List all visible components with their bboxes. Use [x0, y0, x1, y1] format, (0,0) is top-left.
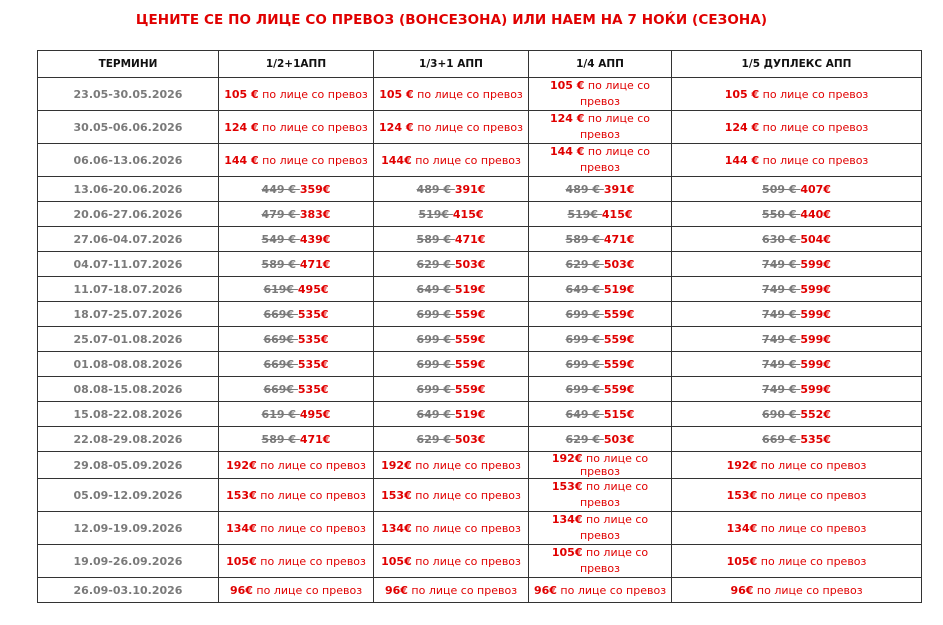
price-note: по лице со превоз	[256, 521, 366, 535]
price-cell	[529, 512, 672, 545]
new-price: 471€	[299, 257, 331, 271]
price-cell	[219, 402, 374, 427]
new-price: 383€	[299, 207, 331, 221]
price-cell	[529, 227, 672, 252]
price-cell	[529, 111, 672, 144]
price-cell	[219, 78, 374, 111]
price-note: по лице со превоз	[579, 480, 649, 509]
price-cell	[672, 111, 922, 144]
old-price: 489 €	[416, 182, 455, 196]
header-duplex-5: 1/5 ДУПЛЕКС АПП	[672, 51, 922, 78]
price-note: по лице со превоз	[258, 153, 368, 167]
price-note: по лице со превоз	[579, 513, 649, 542]
new-price: 391€	[603, 182, 635, 196]
price-cell	[672, 327, 922, 352]
price-cell	[219, 327, 374, 352]
table-row	[38, 545, 922, 578]
new-price: 503€	[603, 257, 635, 271]
new-price: 415€	[452, 207, 484, 221]
price-value: 105 €	[224, 87, 259, 101]
price-cell	[529, 177, 672, 202]
price-value: 134€	[226, 521, 257, 535]
price-cell	[374, 512, 529, 545]
new-price: 495€	[299, 407, 331, 421]
price-note: по лице со превоз	[753, 583, 863, 597]
date-range-cell: 08.08-15.08.2026	[38, 377, 219, 402]
page-title: ЦЕНИТЕ СЕ ПО ЛИЦЕ СО ПРЕВОЗ (ВОНСЕЗОНА) ИЛИ НАЕМ НА 7 НОЌИ (СЕЗОНА)	[135, 12, 768, 28]
price-cell	[374, 452, 529, 479]
old-price: 589 €	[416, 232, 455, 246]
old-price: 749 €	[762, 282, 801, 296]
price-note: по лице со превоз	[256, 554, 366, 568]
price-cell	[219, 302, 374, 327]
date-range-cell: 04.07-11.07.2026	[38, 252, 219, 277]
old-price: 699 €	[565, 357, 604, 371]
old-price: 699 €	[565, 307, 604, 321]
price-cell	[672, 512, 922, 545]
price-note: по лице со превоз	[757, 554, 867, 568]
old-price: 669€	[263, 382, 298, 396]
old-price: 649 €	[565, 407, 604, 421]
price-cell	[529, 277, 672, 302]
price-cell	[529, 202, 672, 227]
price-cell	[374, 377, 529, 402]
old-price: 549 €	[261, 232, 300, 246]
old-price: 509 €	[762, 182, 801, 196]
old-price: 489 €	[565, 182, 604, 196]
price-cell	[219, 227, 374, 252]
new-price: 535€	[297, 307, 329, 321]
date-range-cell: 29.08-05.09.2026	[38, 452, 219, 479]
new-price: 559€	[603, 332, 635, 346]
price-note: по лице со превоз	[413, 87, 523, 101]
date-range-cell: 18.07-25.07.2026	[38, 302, 219, 327]
new-price: 559€	[603, 382, 635, 396]
table-row	[38, 302, 922, 327]
price-cell	[374, 111, 529, 144]
new-price: 559€	[454, 357, 486, 371]
price-note: по лице со превоз	[252, 583, 363, 597]
price-value: 153€	[551, 480, 583, 493]
date-range-cell: 12.09-19.09.2026	[38, 512, 219, 545]
old-price: 449 €	[261, 182, 300, 196]
price-note: по лице со превоз	[411, 458, 521, 472]
price-note: по лице со превоз	[258, 120, 368, 134]
old-price: 649 €	[416, 407, 455, 421]
price-cell	[672, 545, 922, 578]
old-price: 589 €	[261, 257, 300, 271]
price-note: по лице со превоз	[411, 488, 521, 502]
price-note: по лице со превоз	[757, 488, 867, 502]
price-value: 96€	[730, 583, 754, 597]
old-price: 669€	[263, 307, 298, 321]
new-price: 599€	[800, 357, 831, 371]
new-price: 471€	[299, 432, 331, 446]
price-note: по лице со превоз	[759, 120, 869, 134]
price-cell	[529, 545, 672, 578]
old-price: 479 €	[261, 207, 300, 221]
price-cell	[672, 402, 922, 427]
old-price: 669€	[263, 357, 298, 371]
price-cell	[374, 252, 529, 277]
date-range-cell: 20.06-27.06.2026	[38, 202, 219, 227]
price-cell	[219, 545, 374, 578]
table-row	[38, 402, 922, 427]
price-cell	[374, 227, 529, 252]
price-cell	[219, 377, 374, 402]
new-price: 415€	[601, 207, 633, 221]
price-value: 192€	[381, 458, 412, 472]
header-apartment-2-1: 1/2+1АПП	[219, 51, 374, 78]
new-price: 359€	[299, 182, 331, 196]
date-range-cell: 06.06-13.06.2026	[38, 144, 219, 177]
price-cell	[672, 202, 922, 227]
old-price: 699 €	[416, 332, 455, 346]
price-cell	[219, 352, 374, 377]
price-cell	[219, 202, 374, 227]
old-price: 629 €	[416, 257, 455, 271]
price-cell	[374, 202, 529, 227]
old-price: 589 €	[565, 232, 604, 246]
price-cell	[672, 252, 922, 277]
price-value: 144 €	[724, 153, 760, 167]
price-cell	[374, 578, 529, 603]
new-price: 559€	[454, 332, 486, 346]
price-note: по лице со превоз	[417, 120, 523, 134]
price-cell	[672, 578, 922, 603]
price-cell	[529, 144, 672, 177]
date-range-cell: 22.08-29.08.2026	[38, 427, 219, 452]
new-price: 495€	[297, 282, 329, 296]
price-value: 124 €	[224, 120, 259, 134]
price-value: 105 €	[724, 87, 760, 101]
price-cell	[672, 177, 922, 202]
price-value: 153€	[226, 488, 257, 502]
price-value: 96€	[533, 583, 557, 597]
price-cell	[672, 452, 922, 479]
date-range-cell: 26.09-03.10.2026	[38, 578, 219, 603]
old-price: 589 €	[261, 432, 300, 446]
price-value: 144 €	[549, 145, 585, 158]
price-cell	[374, 327, 529, 352]
old-price: 749 €	[762, 332, 801, 346]
new-price: 535€	[297, 357, 329, 371]
new-price: 559€	[603, 307, 635, 321]
new-price: 559€	[603, 357, 635, 371]
table-row	[38, 377, 922, 402]
price-cell	[529, 427, 672, 452]
price-value: 105€	[381, 554, 412, 568]
price-cell	[672, 302, 922, 327]
old-price: 550 €	[762, 207, 801, 221]
price-cell	[672, 352, 922, 377]
price-note: по лице со превоз	[411, 521, 521, 535]
price-value: 96€	[229, 583, 253, 597]
price-cell	[374, 352, 529, 377]
price-cell	[374, 78, 529, 111]
price-table	[37, 50, 922, 603]
old-price: 629 €	[565, 257, 604, 271]
old-price: 690 €	[762, 407, 801, 421]
price-cell	[374, 427, 529, 452]
table-row	[38, 512, 922, 545]
price-note: по лице со превоз	[556, 583, 667, 597]
price-value: 105 €	[379, 87, 414, 101]
price-cell	[672, 479, 922, 512]
price-cell	[529, 352, 672, 377]
price-note: по лице со превоз	[759, 87, 869, 101]
price-cell	[672, 427, 922, 452]
new-price: 471€	[603, 232, 635, 246]
table-row	[38, 277, 922, 302]
price-cell	[219, 427, 374, 452]
price-cell	[672, 227, 922, 252]
table-row	[38, 252, 922, 277]
new-price: 515€	[603, 407, 635, 421]
price-value: 105€	[726, 554, 758, 568]
price-cell	[219, 512, 374, 545]
price-cell	[219, 578, 374, 603]
price-value: 134€	[381, 521, 412, 535]
date-range-cell: 19.09-26.09.2026	[38, 545, 219, 578]
price-cell	[219, 144, 374, 177]
header-apartment-3-1: 1/3+1 АПП	[374, 51, 529, 78]
price-note: по лице со превоз	[258, 87, 368, 101]
price-note: по лице со превоз	[757, 458, 867, 472]
old-price: 630 €	[762, 232, 801, 246]
price-cell	[529, 479, 672, 512]
price-value: 192€	[226, 458, 257, 472]
old-price: 669 €	[762, 432, 801, 446]
price-value: 105 €	[549, 79, 585, 92]
old-price: 699 €	[416, 382, 455, 396]
price-cell	[529, 302, 672, 327]
price-cell	[529, 252, 672, 277]
price-cell	[219, 277, 374, 302]
price-value: 124 €	[379, 120, 418, 134]
old-price: 699 €	[565, 332, 604, 346]
new-price: 407€	[800, 182, 831, 196]
old-price: 629 €	[565, 432, 604, 446]
price-value: 96€	[384, 583, 408, 597]
price-note: по лице со превоз	[579, 112, 651, 141]
new-price: 552€	[800, 407, 831, 421]
old-price: 519€	[567, 207, 602, 221]
new-price: 599€	[800, 307, 831, 321]
price-cell	[219, 452, 374, 479]
price-cell	[529, 78, 672, 111]
old-price: 749 €	[762, 257, 801, 271]
header-apartment-4: 1/4 АПП	[529, 51, 672, 78]
new-price: 519€	[454, 282, 486, 296]
price-cell	[672, 78, 922, 111]
header-dates: ТЕРМИНИ	[38, 51, 219, 78]
price-cell	[529, 578, 672, 603]
price-cell	[529, 402, 672, 427]
price-cell	[374, 479, 529, 512]
price-note: по лице со превоз	[579, 145, 651, 174]
date-range-cell: 30.05-06.06.2026	[38, 111, 219, 144]
date-range-cell: 23.05-30.05.2026	[38, 78, 219, 111]
new-price: 599€	[800, 282, 831, 296]
new-price: 599€	[800, 382, 831, 396]
old-price: 699 €	[565, 382, 604, 396]
price-note: по лице со превоз	[757, 521, 867, 535]
date-range-cell: 25.07-01.08.2026	[38, 327, 219, 352]
price-cell	[219, 479, 374, 512]
old-price: 519€	[418, 207, 453, 221]
old-price: 749 €	[762, 382, 801, 396]
price-value: 192€	[726, 458, 758, 472]
old-price: 629 €	[416, 432, 455, 446]
new-price: 559€	[454, 382, 486, 396]
old-price: 699 €	[416, 357, 455, 371]
price-cell	[219, 177, 374, 202]
new-price: 503€	[603, 432, 635, 446]
table-row	[38, 352, 922, 377]
new-price: 503€	[454, 257, 486, 271]
new-price: 519€	[454, 407, 486, 421]
new-price: 471€	[454, 232, 486, 246]
date-range-cell: 27.06-04.07.2026	[38, 227, 219, 252]
new-price: 519€	[603, 282, 635, 296]
price-cell	[672, 144, 922, 177]
table-row	[38, 111, 922, 144]
price-note: по лице со превоз	[759, 153, 869, 167]
new-price: 535€	[800, 432, 831, 446]
price-note: по лице со превоз	[411, 153, 521, 167]
price-cell	[374, 302, 529, 327]
date-range-cell: 05.09-12.09.2026	[38, 479, 219, 512]
new-price: 599€	[800, 332, 831, 346]
price-cell	[374, 545, 529, 578]
table-row	[38, 452, 922, 479]
table-row	[38, 177, 922, 202]
price-note: по лице со превоз	[579, 452, 649, 478]
price-cell	[374, 177, 529, 202]
old-price: 699 €	[416, 307, 455, 321]
price-value: 144 €	[224, 153, 259, 167]
old-price: 619€	[263, 282, 298, 296]
table-row	[38, 578, 922, 603]
table-header-row	[38, 51, 922, 78]
new-price: 599€	[800, 257, 831, 271]
old-price: 619 €	[261, 407, 300, 421]
price-cell	[529, 377, 672, 402]
table-row	[38, 227, 922, 252]
price-cell	[529, 327, 672, 352]
date-range-cell: 01.08-08.08.2026	[38, 352, 219, 377]
price-note: по лице со превоз	[411, 554, 521, 568]
price-note: по лице со превоз	[256, 458, 366, 472]
new-price: 559€	[454, 307, 486, 321]
new-price: 439€	[299, 232, 331, 246]
price-cell	[219, 111, 374, 144]
old-price: 649 €	[416, 282, 455, 296]
price-value: 134€	[726, 521, 758, 535]
date-range-cell: 11.07-18.07.2026	[38, 277, 219, 302]
price-value: 105€	[551, 546, 583, 559]
price-value: 134€	[551, 513, 583, 526]
price-cell	[529, 452, 672, 479]
price-cell	[374, 402, 529, 427]
table-row	[38, 427, 922, 452]
new-price: 503€	[454, 432, 486, 446]
price-value: 124 €	[549, 112, 585, 125]
date-range-cell: 13.06-20.06.2026	[38, 177, 219, 202]
table-row	[38, 479, 922, 512]
old-price: 749 €	[762, 307, 801, 321]
price-value: 144€	[381, 153, 412, 167]
price-cell	[374, 277, 529, 302]
price-value: 192€	[551, 452, 583, 465]
date-range-cell: 15.08-22.08.2026	[38, 402, 219, 427]
new-price: 440€	[800, 207, 831, 221]
price-cell	[672, 277, 922, 302]
price-note: по лице со превоз	[407, 583, 518, 597]
new-price: 535€	[297, 332, 329, 346]
price-value: 153€	[381, 488, 412, 502]
table-row	[38, 327, 922, 352]
old-price: 669€	[263, 332, 298, 346]
price-cell	[672, 377, 922, 402]
price-cell	[219, 252, 374, 277]
table-row	[38, 144, 922, 177]
price-note: по лице со превоз	[579, 79, 651, 108]
new-price: 535€	[297, 382, 329, 396]
table-row	[38, 78, 922, 111]
price-note: по лице со превоз	[579, 546, 649, 575]
table-row	[38, 202, 922, 227]
new-price: 504€	[800, 232, 831, 246]
price-value: 153€	[726, 488, 758, 502]
old-price: 749 €	[762, 357, 801, 371]
price-cell	[374, 144, 529, 177]
price-note: по лице со превоз	[256, 488, 366, 502]
price-value: 105€	[226, 554, 257, 568]
old-price: 649 €	[565, 282, 604, 296]
new-price: 391€	[454, 182, 486, 196]
price-value: 124 €	[724, 120, 760, 134]
